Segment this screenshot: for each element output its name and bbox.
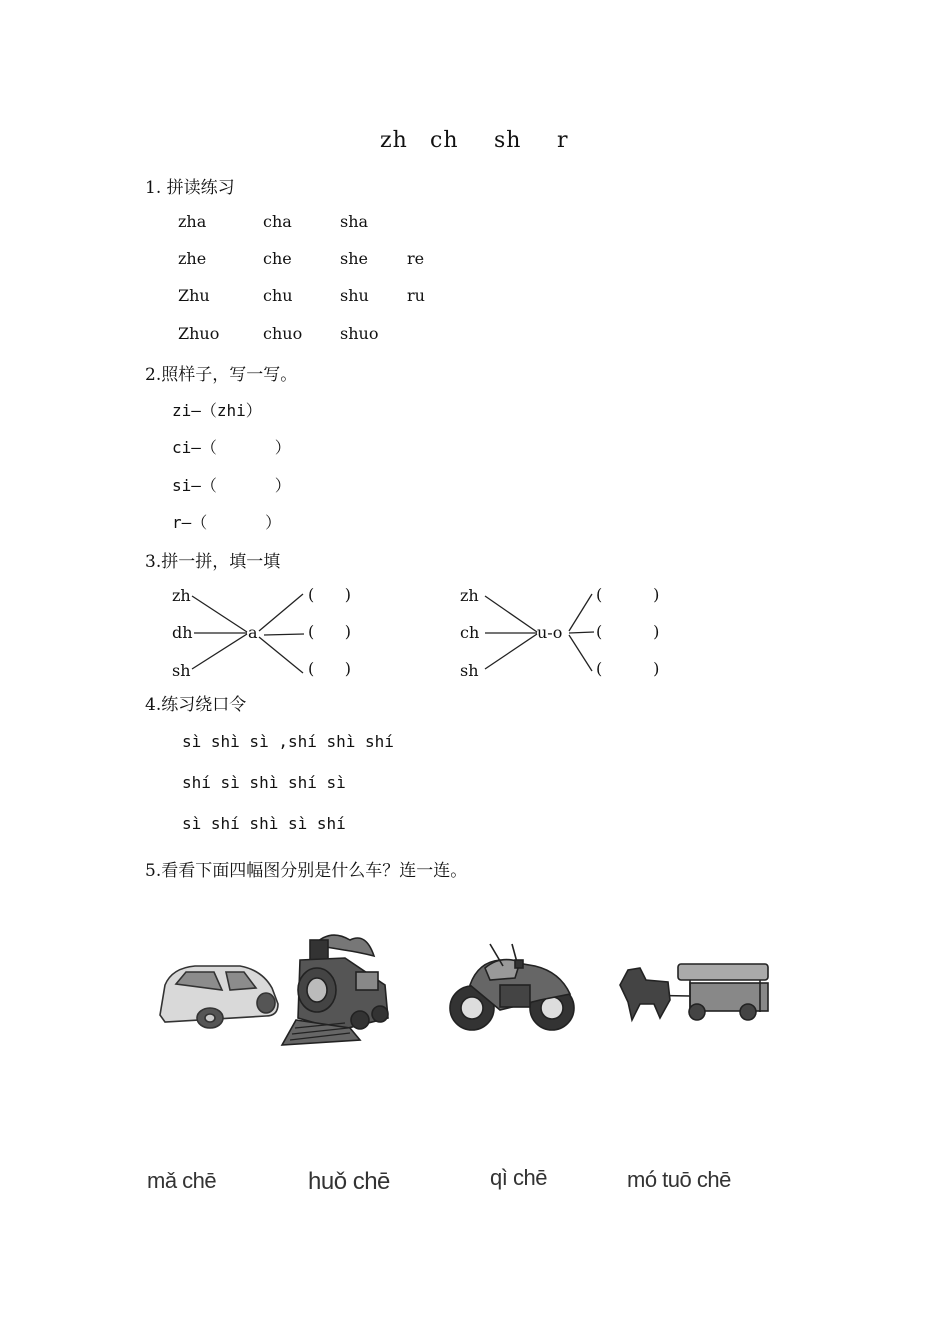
section2-heading: 2.照样子，写一写。	[145, 365, 298, 385]
motorcycle-picture	[450, 944, 574, 1030]
section3-heading: 3.拼一拼，填一填	[145, 552, 281, 572]
tongue-twister-line: shí sì shì shí sì	[182, 773, 346, 792]
syllable: shuo	[340, 324, 379, 343]
fill-item: r—（ ）	[172, 513, 282, 532]
fill-item: si—（ ）	[172, 476, 291, 495]
answer-blank: ( )	[596, 622, 660, 641]
initial-label: zh	[460, 586, 479, 605]
tongue-twister-line: sì shì sì ,shí shì shí	[182, 732, 394, 751]
caption-qi-che: qì chē	[490, 1165, 547, 1190]
syllable: chu	[263, 286, 293, 305]
answer-blank: ( )	[308, 659, 351, 678]
answer-blank: ( )	[596, 659, 660, 678]
caption-mo-tuo-che: mó tuō chē	[627, 1167, 731, 1192]
tongue-twister-line: sì shí shì sì shí	[182, 814, 346, 833]
title-sh: sh	[494, 128, 522, 153]
syllable: shu	[340, 286, 369, 305]
syllable: sha	[340, 212, 369, 231]
syllable: zha	[178, 212, 207, 231]
fill-item: ci—（ ）	[172, 438, 291, 457]
syllable: ru	[407, 286, 425, 305]
title-r: r	[557, 128, 569, 153]
car-picture	[160, 966, 278, 1028]
caption-huo-che: huǒ chē	[308, 1168, 390, 1195]
horse-cart-picture	[620, 964, 768, 1020]
section5-heading: 5.看看下面四幅图分别是什么车？连一连。	[145, 861, 468, 881]
section4-heading: 4.练习绕口令	[145, 695, 247, 715]
initial-label: dh	[172, 623, 193, 642]
syllable: re	[407, 249, 425, 268]
syllable: she	[340, 249, 368, 268]
syllable: Zhu	[178, 286, 210, 305]
syllable: zhe	[178, 249, 207, 268]
title-ch: ch	[430, 128, 459, 153]
answer-blank: ( )	[596, 585, 660, 604]
initial-label: sh	[460, 661, 479, 680]
syllable: Zhuo	[178, 324, 220, 343]
syllable: che	[263, 249, 292, 268]
syllable: cha	[263, 212, 292, 231]
answer-blank: ( )	[308, 622, 351, 641]
syllable: chuo	[263, 324, 303, 343]
initial-label: zh	[172, 586, 191, 605]
example-item: zi—（zhi）	[172, 401, 262, 420]
caption-ma-che: mǎ chē	[147, 1168, 217, 1193]
title-zh: zh	[380, 128, 408, 153]
answer-blank: ( )	[308, 585, 351, 604]
initial-label: sh	[172, 661, 191, 680]
final-label: a	[248, 623, 258, 642]
final-label: u-o	[537, 623, 563, 642]
train-picture	[282, 935, 388, 1045]
initial-label: ch	[460, 623, 480, 642]
section1-heading: 1. 拼读练习	[145, 178, 235, 198]
